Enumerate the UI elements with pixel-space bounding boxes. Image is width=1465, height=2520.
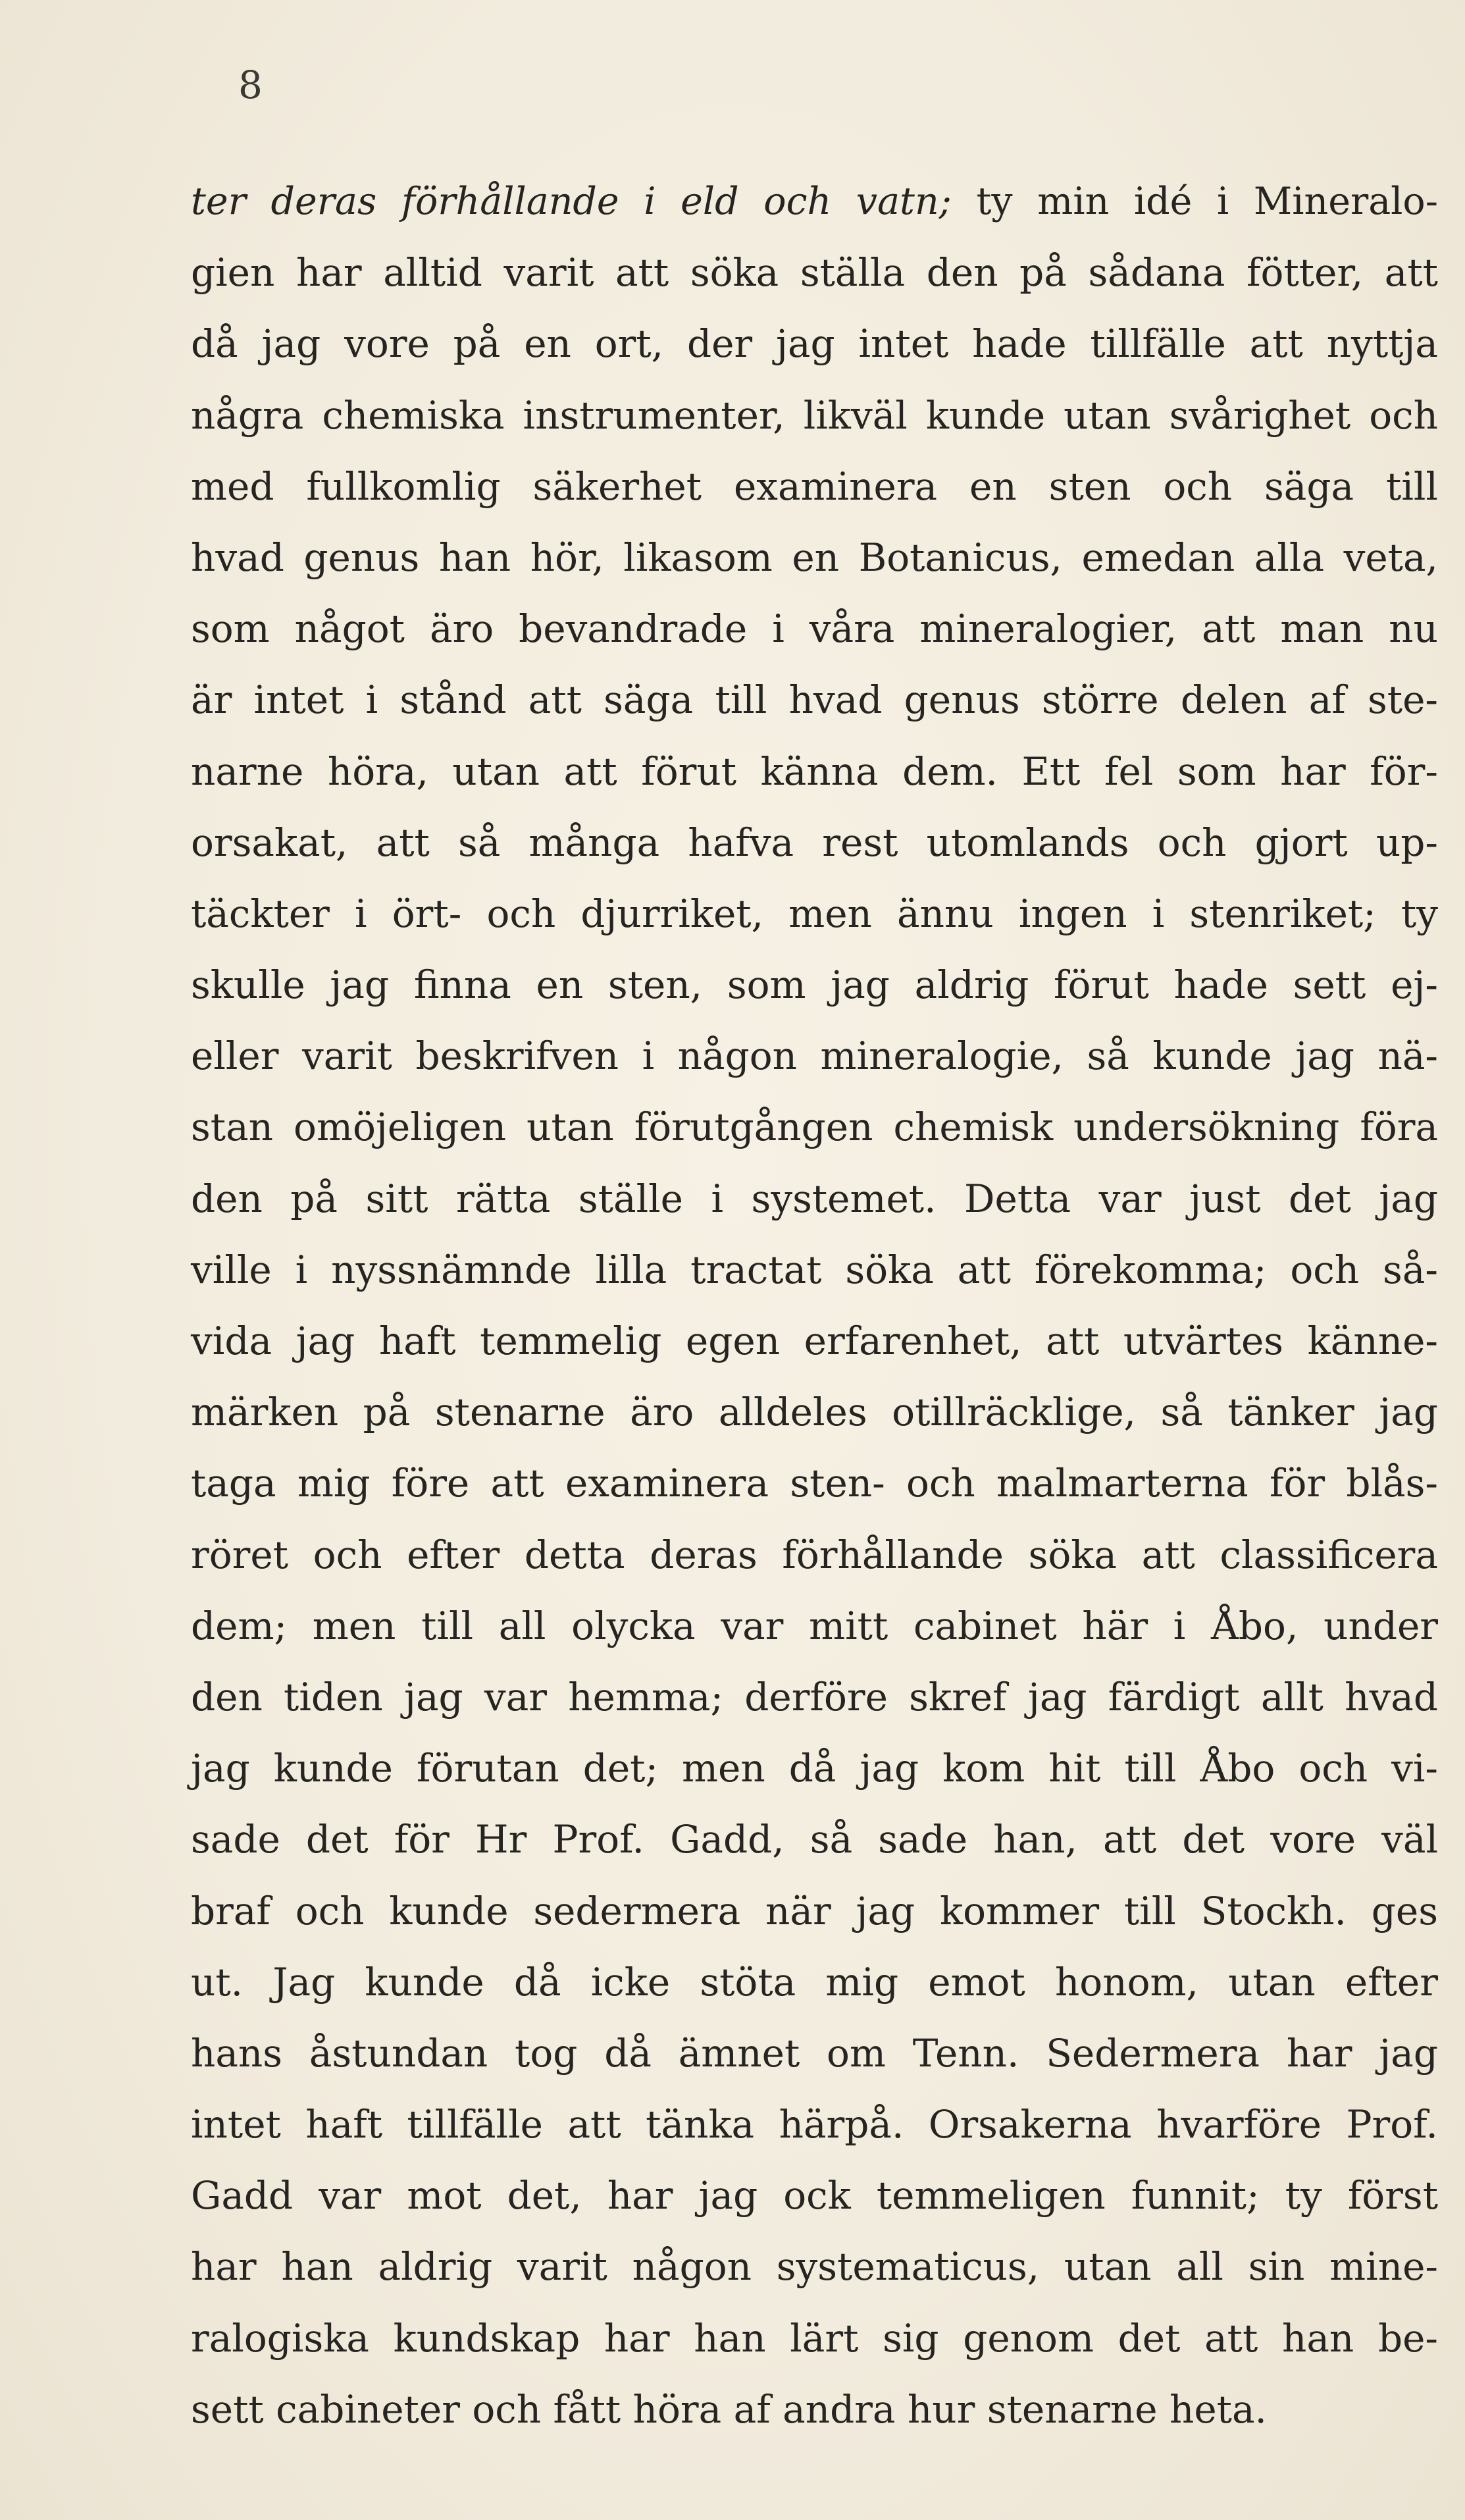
text-line — [191, 451, 1438, 522]
text-line — [191, 1305, 1438, 1377]
text-segment: ty min idé i Mineralo- — [951, 180, 1438, 223]
text-segment: sett cabineter och fått höra af andra hur stenarne heta. — [191, 2386, 1267, 2432]
text-segment: jag kunde förutan det; men då jag kom hit till Åbo och vi- — [191, 1746, 1438, 1791]
italic-text-segment: ter deras förhållande i eld och vatn; — [191, 180, 952, 223]
text-line — [191, 807, 1438, 878]
text-line — [191, 522, 1438, 593]
text-line — [191, 2374, 1438, 2445]
text-segment: är intet i stånd att säga till hvad genus större delen af ste- — [191, 677, 1438, 723]
text-segment: sade det för Hr Prof. Gadd, så sade han, att det vore väl — [191, 1817, 1438, 1862]
text-segment: ville i nyssnämnde lilla tractat söka att förekomma; och så- — [191, 1247, 1438, 1292]
text-line — [191, 1590, 1438, 1662]
text-segment: den på sitt rätta ställe i systemet. Detta var just det jag — [191, 1176, 1438, 1221]
text-segment: har han aldrig varit någon systematicus, utan all sin mine- — [191, 2244, 1438, 2290]
text-segment: stan omöjeligen utan förutgången chemisk undersökning föra — [191, 1105, 1438, 1150]
text-segment: täckter i ört- och djurriket, men ännu ingen i stenriket; ty — [191, 891, 1438, 936]
text-segment: eller varit beskrifven i någon mineralogie, så kunde jag nä- — [191, 1034, 1438, 1079]
text-line — [191, 1733, 1438, 1804]
text-line — [191, 166, 1438, 237]
text-line — [191, 308, 1438, 379]
text-line — [191, 1163, 1438, 1234]
text-segment: ut. Jag kunde då icke stöta mig emot honom, utan efter — [191, 1959, 1438, 2005]
text-segment: med fullkomlig säkerhet examinera en sten och säga till — [191, 463, 1438, 509]
text-line — [191, 664, 1438, 735]
text-segment: taga mig före att examinera sten- och malmarterna för blås- — [191, 1461, 1438, 1506]
text-line — [191, 736, 1438, 807]
text-line — [191, 2089, 1438, 2160]
text-segment: hans åstundan tog då ämnet om Tenn. Sedermera har jag — [191, 2030, 1438, 2076]
text-segment: ralogiska kundskap har han lärt sig genom det att han be- — [191, 2315, 1438, 2361]
text-segment: skulle jag finna en sten, som jag aldrig förut hade sett ej- — [191, 962, 1438, 1008]
text-segment: röret och efter detta deras förhållande söka att classificera — [191, 1532, 1438, 1577]
body-text — [191, 166, 1438, 2445]
text-segment: narne höra, utan att förut känna dem. Ett fel som har för- — [191, 748, 1438, 794]
text-line — [191, 1020, 1438, 1091]
text-line — [191, 2160, 1438, 2231]
text-line — [191, 1091, 1438, 1163]
page-number: 8 — [238, 63, 263, 107]
text-segment: dem; men till all olycka var mitt cabinet här i Åbo, under — [191, 1603, 1438, 1648]
text-segment: Gadd var mot det, har jag ock temmeligen funnit; ty först — [191, 2173, 1438, 2218]
text-line — [191, 2303, 1438, 2374]
text-segment: några chemiska instrumenter, likväl kunde utan svårighet och — [191, 392, 1438, 438]
text-line — [191, 1377, 1438, 1448]
text-segment: orsakat, att så många hafva rest utomlands och gjort up- — [191, 820, 1438, 865]
text-segment: hvad genus han hör, likasom en Botanicus, emedan alla veta, — [191, 535, 1438, 580]
text-line — [191, 1947, 1438, 2018]
text-segment: märken på stenarne äro alldeles otillräcklige, så tänker jag — [191, 1390, 1438, 1435]
text-segment: vida jag haft temmelig egen erfarenhet, att utvärtes känne- — [191, 1319, 1438, 1363]
text-line — [191, 1804, 1438, 1875]
text-line — [191, 1448, 1438, 1519]
text-line — [191, 380, 1438, 451]
text-segment: då jag vore på en ort, der jag intet hade tillfälle att nyttja — [191, 321, 1438, 367]
text-line — [191, 949, 1438, 1020]
text-line — [191, 1519, 1438, 1590]
text-segment: intet haft tillfälle att tänka härpå. Orsakerna hvarföre Prof. — [191, 2102, 1438, 2147]
text-line — [191, 2018, 1438, 2089]
text-line — [191, 2231, 1438, 2302]
text-segment: gien har alltid varit att söka ställa den på sådana fötter, att — [191, 250, 1438, 296]
text-segment: braf och kunde sedermera när jag kommer till Stockh. ges — [191, 1888, 1438, 1933]
text-line — [191, 1662, 1438, 1733]
text-segment: den tiden jag var hemma; derföre skref jag färdigt allt hvad — [191, 1674, 1438, 1719]
text-line — [191, 1876, 1438, 1947]
text-line — [191, 593, 1438, 664]
text-line — [191, 878, 1438, 949]
text-segment: som något äro bevandrade i våra mineralogier, att man nu — [191, 606, 1438, 652]
text-line — [191, 237, 1438, 308]
text-line — [191, 1234, 1438, 1305]
